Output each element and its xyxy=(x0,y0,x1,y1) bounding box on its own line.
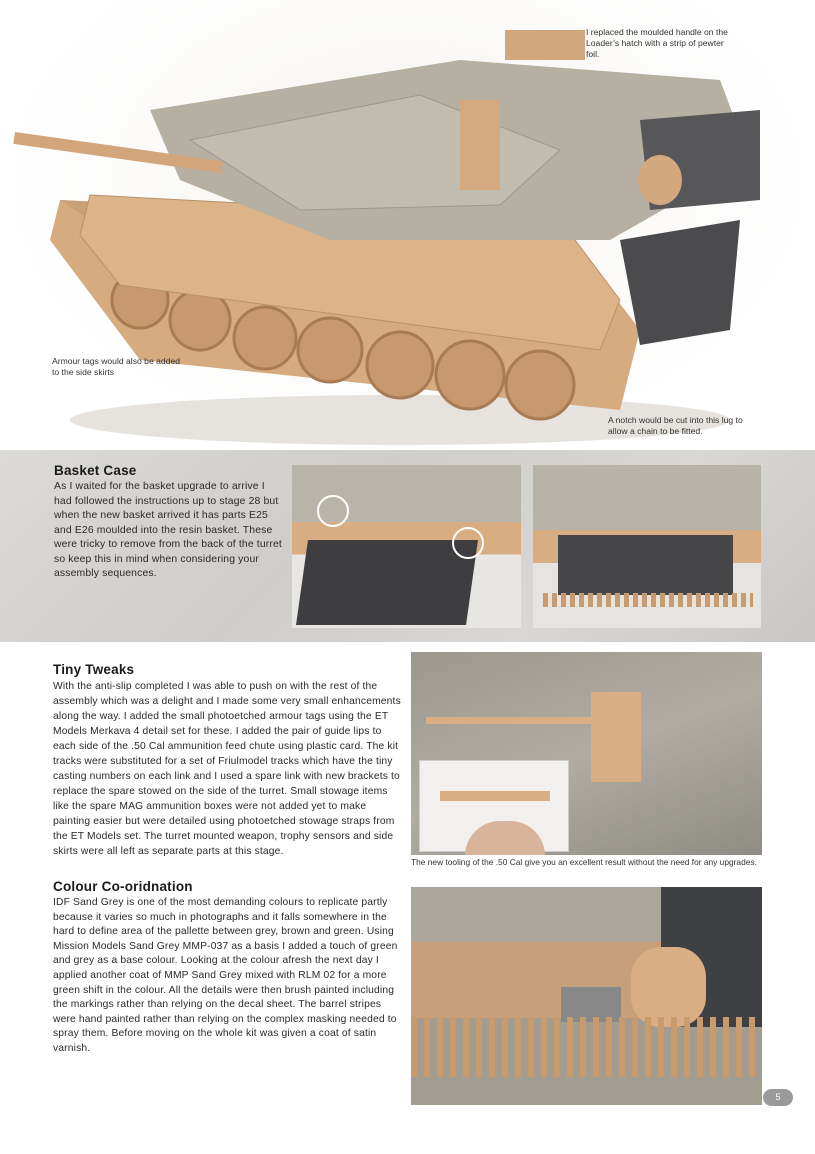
cal50-gun-photo xyxy=(411,652,762,855)
colour-text: IDF Sand Grey is one of the most demanding colours to replicate partly because it varies so much in photographs and it falls somewhere in the hard to define area of the pallette between grey, brown and green. Using Mission Models Sand Grey MMP-037 as a basis I added a touch of green and grey as a base colour. Looking at the colour afresh the next day I applied another coat of MMP Sand Grey mixed with RLM 02 for a more green shift in the colour. All the details were then brush painted including the markings rather than relying on the decal sheet. The barrel stripes were hand painted rather than relying on the complex masking needed to spray them. Before moving on the whole kit was given a coat of satin varnish. xyxy=(53,897,398,1054)
hero-tank-photo xyxy=(0,0,815,450)
basket-case-text: As I waited for the basket upgrade to arrive I had followed the instructions up to stage 28 but when the new basket arrived it has parts E25 and E26 moulded into the resin basket. These were tricky to remove from the back of the turret so keep this in mind when considering your assembly sequences. xyxy=(54,481,282,579)
turret-detail-photo xyxy=(411,887,762,1105)
tiny-tweaks-heading: Tiny Tweaks xyxy=(53,662,135,677)
caption-notch: A notch would be cut into this lug to allow a chain to be fitted. xyxy=(608,415,743,436)
gun-inset-photo xyxy=(419,760,569,852)
basket-case-section xyxy=(0,450,815,642)
caption-armour-tags: Armour tags would also be added to the side skirts xyxy=(52,356,181,377)
basket-fitting-photo xyxy=(292,465,521,628)
caption-loader-hatch: I replaced the moulded handle on the Loader’s hatch with a strip of pewter foil. xyxy=(586,27,728,59)
gun-caption: The new tooling of the .50 Cal give you an excellent result without the need for any upgrades. xyxy=(411,857,757,867)
tank-model-illustration xyxy=(0,0,815,450)
tiny-tweaks-text: With the anti-slip completed I was able to push on with the rest of the assembly which was a delight and I made some very small enhancements along the way. I added the small photoetched armour tags using the ET Models Merkava 4 detail set for these. I added the pair of guide lips to each side of the .50 Cal ammunition feed chute using plastic card. The kit tracks were substituted for a set of Friulmodel tracks which have the tiny casting numbers on each link and I used a spare link with new brackets to replace the spare stowed on the side of the turret. Small stowage items like the spare MAG ammunition boxes were not added yet to make painting easier but were detailed using photoetched stowage straps from the ET Models set. The turret mounted weapon, trophy sensors and side skirts were all left as separate parts at this stage. xyxy=(53,681,401,857)
page-number: 5 xyxy=(763,1089,793,1106)
basket-installed-photo xyxy=(533,465,761,628)
basket-case-heading: Basket Case xyxy=(54,463,137,478)
colour-heading: Colour Co-oridnation xyxy=(53,879,193,894)
